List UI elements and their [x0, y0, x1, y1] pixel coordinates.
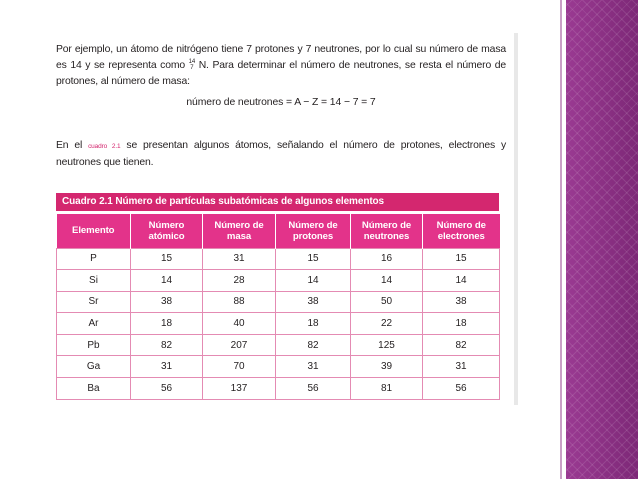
value-cell: 70 — [203, 356, 276, 378]
value-cell: 28 — [203, 270, 276, 292]
value-cell: 38 — [423, 291, 500, 313]
decorative-divider-line — [560, 0, 562, 479]
table-row — [57, 248, 500, 270]
table-row — [57, 270, 500, 292]
column-header-line: atómico — [148, 230, 185, 242]
value-cell: 18 — [276, 313, 351, 335]
table-row — [57, 378, 500, 400]
table-title: Cuadro 2.1 Número de partículas subatómicas de algunos elementos — [56, 193, 499, 211]
value-cell: 18 — [131, 313, 203, 335]
value-cell: 14 — [423, 270, 500, 292]
table-intro-after: se presentan algunos átomos, señalando el número de protones, electrones y neutrones que tienen. — [56, 140, 507, 168]
value-cell: 14 — [276, 270, 351, 292]
value-cell: 31 — [276, 356, 351, 378]
table-row — [57, 291, 500, 313]
element-cell: Ba — [57, 378, 131, 400]
column-header — [203, 214, 276, 248]
value-cell: 82 — [423, 334, 500, 356]
table-body — [57, 248, 500, 399]
value-cell: 16 — [351, 248, 423, 270]
column-header-line: Elemento — [72, 225, 115, 237]
value-cell: 137 — [203, 378, 276, 400]
value-cell: 50 — [351, 291, 423, 313]
value-cell: 15 — [423, 248, 500, 270]
value-cell: 82 — [276, 334, 351, 356]
column-header-line: Número — [148, 219, 185, 231]
column-header — [57, 214, 131, 248]
table-row — [57, 313, 500, 335]
value-cell: 31 — [423, 356, 500, 378]
element-cell: Ar — [57, 313, 131, 335]
element-cell: Pb — [57, 334, 131, 356]
column-header-line: neutrones — [363, 230, 410, 242]
value-cell: 81 — [351, 378, 423, 400]
intro-text-before: Por ejemplo, un átomo de nitrógeno tiene 7 protones y 7 neutrones, por lo cual su número de masa es 14 y se representa como — [56, 44, 506, 71]
value-cell: 39 — [351, 356, 423, 378]
table-intro-before: En el — [56, 140, 89, 151]
value-cell: 125 — [351, 334, 423, 356]
value-cell: 56 — [131, 378, 203, 400]
decorative-side-band — [566, 0, 638, 479]
column-header-line: Número de — [436, 219, 486, 231]
table-row — [57, 334, 500, 356]
column-header-line: protones — [292, 230, 334, 242]
table-intro-paragraph — [56, 138, 506, 171]
value-cell: 15 — [131, 248, 203, 270]
element-cell: Ga — [57, 356, 131, 378]
value-cell: 38 — [276, 291, 351, 313]
element-cell: P — [57, 248, 131, 270]
mass-number: 14 — [188, 59, 196, 66]
value-cell: 14 — [131, 270, 203, 292]
value-cell: 31 — [203, 248, 276, 270]
subatomic-particles-table — [56, 214, 500, 400]
value-cell: 207 — [203, 334, 276, 356]
atomic-number: 7 — [190, 65, 194, 72]
value-cell: 14 — [351, 270, 423, 292]
value-cell: 18 — [423, 313, 500, 335]
table-reference: cuadro 2.1 — [88, 143, 121, 150]
value-cell: 22 — [351, 313, 423, 335]
column-header — [276, 214, 351, 248]
value-cell: 31 — [131, 356, 203, 378]
value-cell: 56 — [276, 378, 351, 400]
intro-paragraph — [56, 42, 506, 90]
column-header — [131, 214, 203, 248]
column-header — [351, 214, 423, 248]
page-scan-edge — [514, 33, 518, 405]
element-cell: Sr — [57, 291, 131, 313]
column-header-line: masa — [226, 230, 252, 242]
value-cell: 38 — [131, 291, 203, 313]
table-row — [57, 356, 500, 378]
value-cell: 56 — [423, 378, 500, 400]
isotope-notation — [189, 59, 195, 71]
element-cell: Si — [57, 270, 131, 292]
element-symbol: N — [198, 60, 207, 71]
column-header-line: Número de — [361, 219, 412, 231]
table-header-row — [57, 214, 500, 248]
intro-text-after: . Para determinar el número de neutrones, se resta el número de protones, al número de masa: — [56, 60, 506, 87]
value-cell: 15 — [276, 248, 351, 270]
column-header-line: Número de — [288, 219, 338, 231]
column-header-line: electrones — [437, 230, 485, 242]
column-header-line: Número de — [214, 219, 264, 231]
value-cell: 40 — [203, 313, 276, 335]
value-cell: 82 — [131, 334, 203, 356]
value-cell: 88 — [203, 291, 276, 313]
neutron-formula: número de neutrones = A − Z = 14 − 7 = 7 — [186, 97, 376, 108]
column-header — [423, 214, 500, 248]
